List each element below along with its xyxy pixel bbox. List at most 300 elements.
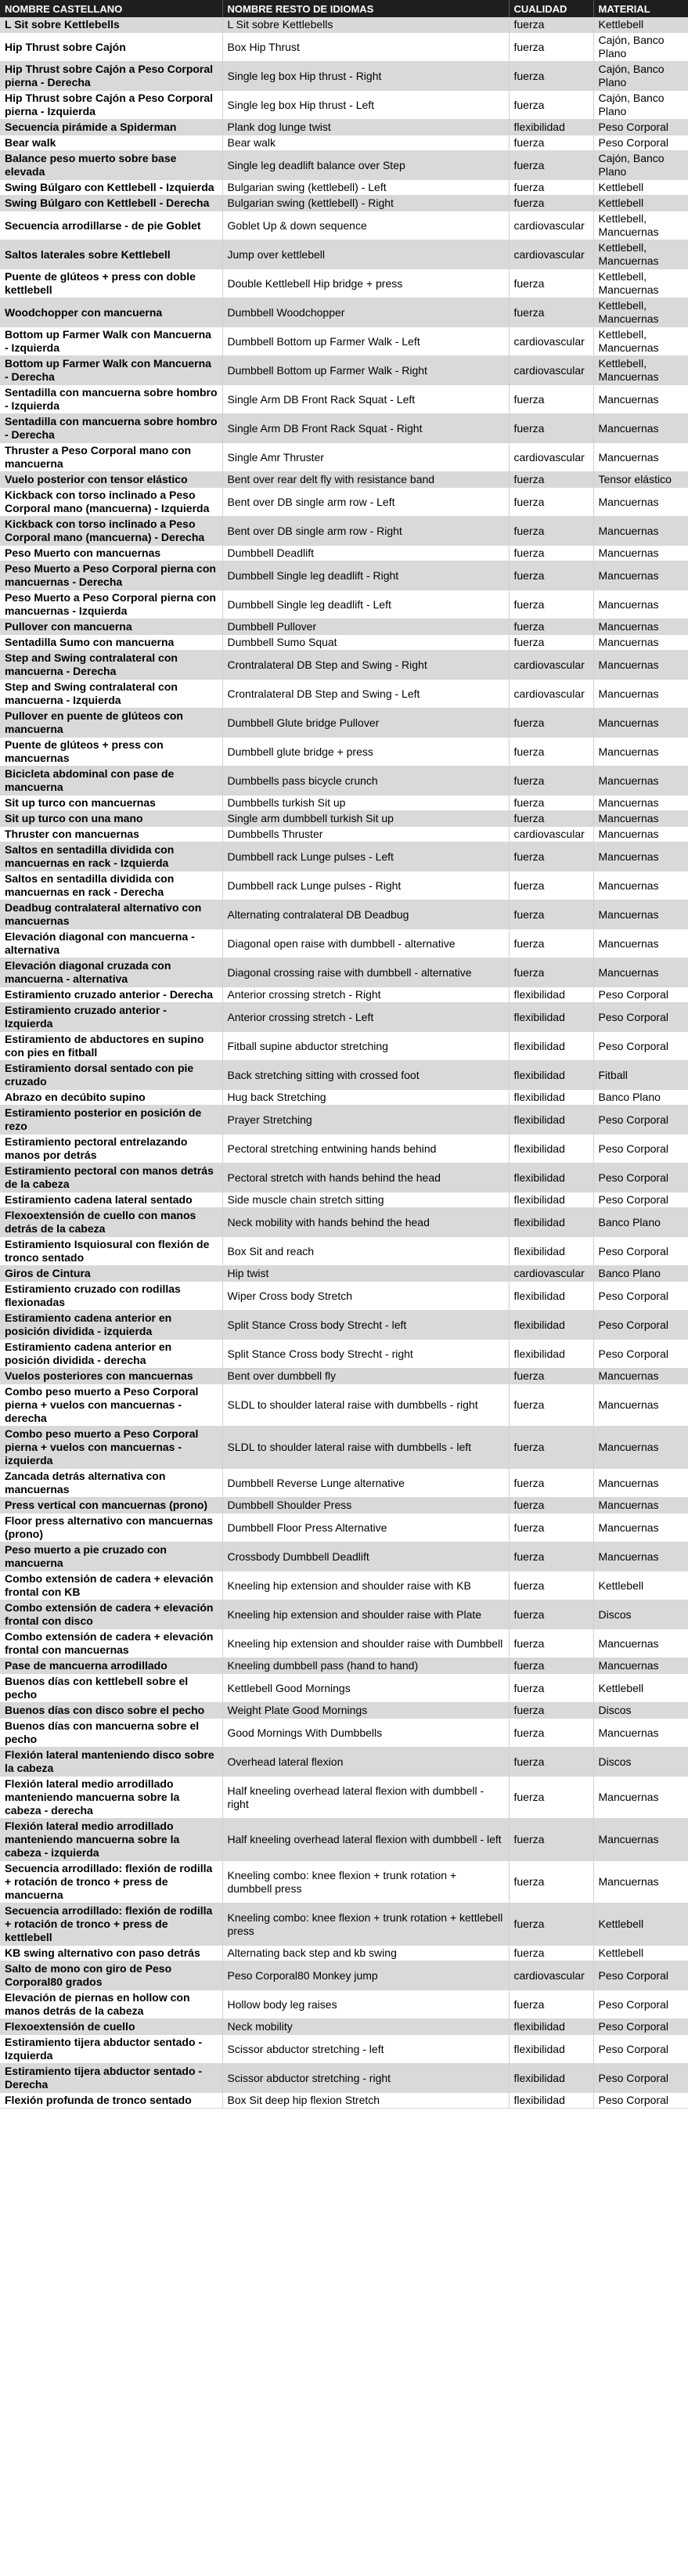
cell-material: Peso Corporal [593,1032,688,1061]
table-row [0,1384,688,1427]
cell-nombre-castellano: Estiramiento cruzado anterior - Izquierda [0,1003,222,1032]
cell-material: Kettlebell [593,1903,688,1946]
cell-cualidad: flexibilidad [509,1135,593,1164]
table-row [0,1106,688,1135]
cell-material: Mancuernas [593,871,688,900]
cell-nombre-castellano: Saltos en sentadilla dividida con mancuernas en rack - Izquierda [0,842,222,871]
cell-cualidad: fuerza [509,1513,593,1542]
table-row [0,1208,688,1237]
cell-material: Peso Corporal [593,135,688,151]
cell-material: Mancuernas [593,1819,688,1861]
cell-nombre-castellano: Combo peso muerto a Peso Corporal pierna + vuelos con mancuernas - izquierda [0,1427,222,1469]
cell-material: Mancuernas [593,929,688,958]
cell-nombre-castellano: Elevación diagonal con mancuerna - alternativa [0,929,222,958]
cell-nombre-castellano: Hip Thrust sobre Cajón a Peso Corporal pierna - Derecha [0,62,222,91]
header-nombre-resto-idiomas: NOMBRE RESTO DE IDIOMAS [222,0,509,17]
cell-nombre-castellano: Thruster con mancuernas [0,827,222,842]
cell-nombre-castellano: Salto de mono con giro de Peso Corporal80 grados [0,1961,222,1990]
cell-cualidad: fuerza [509,1946,593,1961]
cell-nombre-castellano: Elevación diagonal cruzada con mancuerna - alternativa [0,958,222,987]
cell-material: Mancuernas [593,842,688,871]
cell-material: Mancuernas [593,1629,688,1658]
cell-material: Kettlebell, Mancuernas [593,240,688,269]
cell-material: Peso Corporal [593,120,688,135]
cell-cualidad: flexibilidad [509,1208,593,1237]
cell-nombre-castellano: Zancada detrás alternativa con mancuernas [0,1469,222,1498]
cell-nombre-castellano: Combo extensión de cadera + elevación frontal con mancuernas [0,1629,222,1658]
cell-nombre-resto-idiomas: Neck mobility with hands behind the head [222,1208,509,1237]
table-row [0,1003,688,1032]
cell-material: Mancuernas [593,958,688,987]
table-row [0,1513,688,1542]
cell-nombre-resto-idiomas: Alternating contralateral DB Deadbug [222,900,509,929]
cell-cualidad: fuerza [509,385,593,414]
cell-nombre-castellano: Peso Muerto a Peso Corporal pierna con mancuernas - Derecha [0,561,222,590]
table-row [0,1777,688,1819]
cell-nombre-resto-idiomas: Pectoral stretch with hands behind the head [222,1164,509,1192]
cell-cualidad: flexibilidad [509,987,593,1003]
cell-material: Mancuernas [593,1369,688,1384]
table-row [0,472,688,488]
table-row [0,1719,688,1748]
cell-nombre-resto-idiomas: Pectoral stretching entwining hands behind [222,1135,509,1164]
cell-cualidad: cardiovascular [509,680,593,709]
cell-cualidad: flexibilidad [509,2064,593,2093]
cell-cualidad: fuerza [509,1861,593,1903]
cell-nombre-castellano: Abrazo en decúbito supino [0,1090,222,1106]
table-row [0,738,688,767]
cell-nombre-castellano: Swing Búlgaro con Kettlebell - Derecha [0,196,222,211]
table-row [0,635,688,651]
cell-nombre-resto-idiomas: SLDL to shoulder lateral raise with dumbbells - left [222,1427,509,1469]
cell-nombre-castellano: Estiramiento tijera abductor sentado - Derecha [0,2064,222,2093]
cell-material: Mancuernas [593,1861,688,1903]
cell-nombre-castellano: Estiramiento cadena anterior en posición dividida - derecha [0,1340,222,1369]
cell-cualidad: fuerza [509,796,593,811]
cell-material: Mancuernas [593,546,688,561]
cell-material: Peso Corporal [593,1311,688,1340]
cell-nombre-resto-idiomas: Weight Plate Good Mornings [222,1703,509,1719]
table-row [0,151,688,180]
cell-nombre-castellano: Deadbug contralateral alternativo con mancuernas [0,900,222,929]
cell-nombre-resto-idiomas: Dumbbell Floor Press Alternative [222,1513,509,1542]
cell-nombre-castellano: Bicicleta abdominal con pase de mancuerna [0,767,222,796]
cell-material: Kettlebell, Mancuernas [593,327,688,356]
cell-nombre-castellano: Secuencia arrodillado: flexión de rodilla + rotación de tronco + press de kettlebell [0,1903,222,1946]
cell-material: Mancuernas [593,811,688,827]
cell-material: Peso Corporal [593,1990,688,2019]
table-row [0,1427,688,1469]
cell-nombre-resto-idiomas: Single leg deadlift balance over Step [222,151,509,180]
cell-nombre-resto-idiomas: Single Amr Thruster [222,443,509,472]
cell-material: Mancuernas [593,385,688,414]
cell-cualidad: cardiovascular [509,211,593,240]
cell-cualidad: flexibilidad [509,1032,593,1061]
cell-nombre-castellano: Flexión lateral medio arrodillado manteniendo mancuerna sobre la cabeza - derecha [0,1777,222,1819]
cell-nombre-resto-idiomas: Wiper Cross body Stretch [222,1282,509,1311]
table-row [0,1032,688,1061]
cell-nombre-resto-idiomas: Dumbbell Sumo Squat [222,635,509,651]
table-row [0,488,688,517]
cell-nombre-resto-idiomas: Dumbbells Thruster [222,827,509,842]
cell-nombre-castellano: Estiramiento cadena lateral sentado [0,1192,222,1208]
table-row [0,2064,688,2093]
cell-material: Peso Corporal [593,2019,688,2035]
table-row [0,619,688,635]
cell-material: Peso Corporal [593,1340,688,1369]
table-row [0,842,688,871]
cell-cualidad: flexibilidad [509,2035,593,2064]
cell-nombre-castellano: Estiramiento cadena anterior en posición dividida - izquierda [0,1311,222,1340]
cell-nombre-resto-idiomas: Diagonal crossing raise with dumbbell - alternative [222,958,509,987]
cell-nombre-resto-idiomas: Kneeling hip extension and shoulder raise with Dumbbell [222,1629,509,1658]
table-row [0,2035,688,2064]
cell-nombre-castellano: Peso Muerto a Peso Corporal pierna con mancuernas - Izquierda [0,590,222,619]
cell-nombre-castellano: Giros de Cintura [0,1266,222,1282]
cell-material: Banco Plano [593,1090,688,1106]
cell-nombre-resto-idiomas: Single Arm DB Front Rack Squat - Left [222,385,509,414]
cell-cualidad: flexibilidad [509,1106,593,1135]
table-row [0,91,688,120]
cell-nombre-resto-idiomas: Bent over DB single arm row - Right [222,517,509,546]
cell-nombre-resto-idiomas: Single arm dumbbell turkish Sit up [222,811,509,827]
table-row [0,62,688,91]
cell-cualidad: flexibilidad [509,120,593,135]
cell-material: Mancuernas [593,414,688,443]
cell-nombre-resto-idiomas: Half kneeling overhead lateral flexion with dumbbell - right [222,1777,509,1819]
cell-nombre-resto-idiomas: Double Kettlebell Hip bridge + press [222,269,509,298]
cell-material: Kettlebell, Mancuernas [593,356,688,385]
cell-material: Mancuernas [593,488,688,517]
table-row [0,211,688,240]
cell-cualidad: fuerza [509,1369,593,1384]
cell-material: Mancuernas [593,1719,688,1748]
cell-nombre-resto-idiomas: Overhead lateral flexion [222,1748,509,1777]
table-row [0,811,688,827]
cell-material: Cajón, Banco Plano [593,33,688,62]
cell-cualidad: fuerza [509,91,593,120]
cell-cualidad: fuerza [509,1384,593,1427]
cell-cualidad: fuerza [509,1903,593,1946]
cell-cualidad: fuerza [509,517,593,546]
cell-nombre-castellano: Estiramiento Isquiosural con flexión de tronco sentado [0,1237,222,1266]
cell-material: Discos [593,1600,688,1629]
cell-nombre-castellano: Hip Thrust sobre Cajón [0,33,222,62]
cell-material: Kettlebell [593,1946,688,1961]
cell-nombre-castellano: Step and Swing contralateral con mancuerna - Derecha [0,651,222,680]
cell-material: Peso Corporal [593,1282,688,1311]
cell-nombre-resto-idiomas: Back stretching sitting with crossed foot [222,1061,509,1090]
table-row [0,327,688,356]
cell-nombre-castellano: Balance peso muerto sobre base elevada [0,151,222,180]
header-material: MATERIAL [593,0,688,17]
cell-nombre-castellano: L Sit sobre Kettlebells [0,17,222,33]
cell-material: Kettlebell [593,1674,688,1703]
cell-cualidad: fuerza [509,929,593,958]
table-row [0,135,688,151]
cell-material: Peso Corporal [593,1961,688,1990]
table-row [0,796,688,811]
table-row [0,1282,688,1311]
cell-nombre-resto-idiomas: Single leg box Hip thrust - Right [222,62,509,91]
table-row [0,1658,688,1674]
cell-material: Peso Corporal [593,987,688,1003]
cell-cualidad: fuerza [509,1819,593,1861]
table-row [0,871,688,900]
table-row [0,546,688,561]
header-nombre-castellano: NOMBRE CASTELLANO [0,0,222,17]
cell-material: Mancuernas [593,709,688,738]
cell-nombre-resto-idiomas: Single leg box Hip thrust - Left [222,91,509,120]
cell-nombre-resto-idiomas: Dumbbell Glute bridge Pullover [222,709,509,738]
cell-material: Mancuernas [593,1384,688,1427]
cell-material: Discos [593,1748,688,1777]
cell-nombre-resto-idiomas: Peso Corporal80 Monkey jump [222,1961,509,1990]
cell-nombre-resto-idiomas: Dumbbell Bottom up Farmer Walk - Left [222,327,509,356]
cell-nombre-resto-idiomas: Dumbbell Deadlift [222,546,509,561]
cell-nombre-resto-idiomas: Kneeling combo: knee flexion + trunk rotation + dumbbell press [222,1861,509,1903]
cell-material: Kettlebell [593,17,688,33]
cell-nombre-castellano: Vuelo posterior con tensor elástico [0,472,222,488]
cell-nombre-resto-idiomas: Half kneeling overhead lateral flexion with dumbbell - left [222,1819,509,1861]
cell-nombre-castellano: Pullover con mancuerna [0,619,222,635]
table-row [0,561,688,590]
cell-cualidad: fuerza [509,767,593,796]
cell-nombre-resto-idiomas: Scissor abductor stretching - right [222,2064,509,2093]
cell-nombre-castellano: Secuencia arrodillarse - de pie Goblet [0,211,222,240]
table-row [0,269,688,298]
cell-nombre-castellano: Peso muerto a pie cruzado con mancuerna [0,1542,222,1571]
cell-nombre-resto-idiomas: Kneeling hip extension and shoulder raise with Plate [222,1600,509,1629]
cell-nombre-resto-idiomas: Jump over kettlebell [222,240,509,269]
cell-nombre-castellano: Estiramiento pectoral con manos detrás de la cabeza [0,1164,222,1192]
cell-nombre-castellano: Combo peso muerto a Peso Corporal pierna + vuelos con mancuernas - derecha [0,1384,222,1427]
cell-cualidad: fuerza [509,738,593,767]
cell-nombre-resto-idiomas: Plank dog lunge twist [222,120,509,135]
cell-nombre-castellano: Pullover en puente de glúteos con mancuerna [0,709,222,738]
cell-nombre-resto-idiomas: Prayer Stretching [222,1106,509,1135]
cell-nombre-castellano: Sit up turco con una mano [0,811,222,827]
cell-material: Peso Corporal [593,2093,688,2109]
table-row [0,1090,688,1106]
table-row [0,1903,688,1946]
cell-cualidad: fuerza [509,561,593,590]
table-row [0,1629,688,1658]
table-row [0,196,688,211]
table-row [0,1703,688,1719]
cell-material: Discos [593,1703,688,1719]
cell-cualidad: flexibilidad [509,1090,593,1106]
cell-material: Mancuernas [593,1542,688,1571]
table-row [0,1469,688,1498]
table-row [0,120,688,135]
cell-cualidad: fuerza [509,1719,593,1748]
cell-nombre-resto-idiomas: Single Arm DB Front Rack Squat - Right [222,414,509,443]
cell-nombre-resto-idiomas: Scissor abductor stretching - left [222,2035,509,2064]
cell-cualidad: fuerza [509,298,593,327]
table-row [0,958,688,987]
table-row [0,680,688,709]
cell-nombre-castellano: Saltos laterales sobre Kettlebell [0,240,222,269]
table-row [0,517,688,546]
cell-material: Mancuernas [593,900,688,929]
cell-material: Kettlebell [593,1571,688,1600]
cell-material: Mancuernas [593,796,688,811]
cell-nombre-castellano: Step and Swing contralateral con mancuerna - Izquierda [0,680,222,709]
cell-nombre-castellano: Combo extensión de cadera + elevación frontal con disco [0,1600,222,1629]
table-row [0,929,688,958]
cell-nombre-resto-idiomas: L Sit sobre Kettlebells [222,17,509,33]
table-row [0,767,688,796]
cell-nombre-castellano: Saltos en sentadilla dividida con mancuernas en rack - Derecha [0,871,222,900]
cell-nombre-castellano: Sentadilla Sumo con mancuerna [0,635,222,651]
cell-cualidad: fuerza [509,33,593,62]
cell-nombre-castellano: Buenos días con disco sobre el pecho [0,1703,222,1719]
cell-nombre-resto-idiomas: Dumbbell rack Lunge pulses - Right [222,871,509,900]
cell-nombre-resto-idiomas: Dumbbell Reverse Lunge alternative [222,1469,509,1498]
table-row [0,1748,688,1777]
cell-cualidad: cardiovascular [509,327,593,356]
table-row [0,1819,688,1861]
cell-material: Kettlebell, Mancuernas [593,211,688,240]
cell-material: Peso Corporal [593,2064,688,2093]
table-row [0,1340,688,1369]
cell-cualidad: fuerza [509,1748,593,1777]
cell-nombre-resto-idiomas: Neck mobility [222,2019,509,2035]
table-row [0,651,688,680]
cell-nombre-resto-idiomas: Alternating back step and kb swing [222,1946,509,1961]
table-row [0,1674,688,1703]
cell-nombre-resto-idiomas: Dumbbell glute bridge + press [222,738,509,767]
cell-cualidad: fuerza [509,269,593,298]
table-row [0,17,688,33]
cell-nombre-castellano: Woodchopper con mancuerna [0,298,222,327]
cell-material: Mancuernas [593,635,688,651]
cell-material: Peso Corporal [593,2035,688,2064]
cell-nombre-resto-idiomas: Crossbody Dumbbell Deadlift [222,1542,509,1571]
cell-cualidad: fuerza [509,472,593,488]
cell-cualidad: fuerza [509,1542,593,1571]
table-row [0,987,688,1003]
cell-material: Mancuernas [593,1513,688,1542]
cell-nombre-resto-idiomas: Hollow body leg raises [222,1990,509,2019]
cell-cualidad: fuerza [509,180,593,196]
table-row [0,709,688,738]
cell-cualidad: fuerza [509,1600,593,1629]
cell-nombre-resto-idiomas: Dumbbell rack Lunge pulses - Left [222,842,509,871]
cell-cualidad: fuerza [509,709,593,738]
cell-nombre-castellano: Sentadilla con mancuerna sobre hombro - Izquierda [0,385,222,414]
cell-cualidad: fuerza [509,414,593,443]
header-cualidad: CUALIDAD [509,0,593,17]
cell-material: Fitball [593,1061,688,1090]
table-body [0,17,688,2109]
table-row [0,1571,688,1600]
cell-cualidad: fuerza [509,135,593,151]
cell-nombre-castellano: Estiramiento tijera abductor sentado - Izquierda [0,2035,222,2064]
table-row [0,385,688,414]
cell-material: Mancuernas [593,1469,688,1498]
cell-material: Kettlebell [593,180,688,196]
cell-nombre-resto-idiomas: Bulgarian swing (kettlebell) - Left [222,180,509,196]
cell-cualidad: cardiovascular [509,1266,593,1282]
cell-cualidad: cardiovascular [509,827,593,842]
cell-cualidad: fuerza [509,1469,593,1498]
cell-nombre-resto-idiomas: Bent over dumbbell fly [222,1369,509,1384]
cell-cualidad: fuerza [509,871,593,900]
cell-nombre-castellano: Puente de glúteos + press con mancuernas [0,738,222,767]
cell-nombre-castellano: Estiramiento de abductores en supino con pies en fitball [0,1032,222,1061]
cell-nombre-resto-idiomas: Box Sit deep hip flexion Stretch [222,2093,509,2109]
cell-nombre-castellano: Secuencia pirámide a Spiderman [0,120,222,135]
cell-cualidad: fuerza [509,151,593,180]
cell-nombre-castellano: KB swing alternativo con paso detrás [0,1946,222,1961]
table-row [0,1192,688,1208]
cell-nombre-castellano: Flexoextensión de cuello con manos detrás de la cabeza [0,1208,222,1237]
cell-nombre-castellano: Thruster a Peso Corporal mano con mancuerna [0,443,222,472]
cell-nombre-resto-idiomas: Crontralateral DB Step and Swing - Right [222,651,509,680]
cell-material: Peso Corporal [593,1192,688,1208]
cell-material: Mancuernas [593,651,688,680]
table-row [0,1061,688,1090]
cell-cualidad: fuerza [509,1427,593,1469]
cell-cualidad: fuerza [509,546,593,561]
cell-nombre-castellano: Elevación de piernas en hollow con manos detrás de la cabeza [0,1990,222,2019]
cell-cualidad: cardiovascular [509,443,593,472]
cell-nombre-castellano: Bottom up Farmer Walk con Mancuerna - Derecha [0,356,222,385]
table-row [0,1266,688,1282]
cell-material: Mancuernas [593,767,688,796]
cell-material: Mancuernas [593,619,688,635]
table-row [0,1961,688,1990]
cell-cualidad: fuerza [509,811,593,827]
cell-cualidad: fuerza [509,1571,593,1600]
cell-cualidad: fuerza [509,842,593,871]
cell-nombre-resto-idiomas: Dumbbell Single leg deadlift - Right [222,561,509,590]
cell-nombre-resto-idiomas: Dumbbell Single leg deadlift - Left [222,590,509,619]
cell-nombre-castellano: Bottom up Farmer Walk con Mancuerna - Izquierda [0,327,222,356]
cell-nombre-resto-idiomas: Crontralateral DB Step and Swing - Left [222,680,509,709]
table-row [0,1542,688,1571]
cell-nombre-castellano: Puente de glúteos + press con doble kettlebell [0,269,222,298]
cell-material: Peso Corporal [593,1237,688,1266]
table-row [0,1498,688,1513]
cell-nombre-resto-idiomas: Dumbbells turkish Sit up [222,796,509,811]
cell-nombre-castellano: Kickback con torso inclinado a Peso Corporal mano (mancuerna) - Izquierda [0,488,222,517]
table-row [0,1861,688,1903]
cell-nombre-resto-idiomas: Dumbbell Pullover [222,619,509,635]
table-row [0,240,688,269]
cell-material: Kettlebell, Mancuernas [593,298,688,327]
cell-cualidad: fuerza [509,1703,593,1719]
cell-cualidad: fuerza [509,1629,593,1658]
cell-cualidad: flexibilidad [509,1164,593,1192]
table-row [0,1135,688,1164]
cell-cualidad: flexibilidad [509,1282,593,1311]
cell-nombre-resto-idiomas: Diagonal open raise with dumbbell - alternative [222,929,509,958]
cell-nombre-castellano: Combo extensión de cadera + elevación frontal con KB [0,1571,222,1600]
cell-nombre-castellano: Kickback con torso inclinado a Peso Corporal mano (mancuerna) - Derecha [0,517,222,546]
cell-cualidad: flexibilidad [509,1003,593,1032]
cell-material: Peso Corporal [593,1003,688,1032]
table-row [0,180,688,196]
cell-nombre-castellano: Estiramiento posterior en posición de rezo [0,1106,222,1135]
cell-nombre-resto-idiomas: Kneeling dumbbell pass (hand to hand) [222,1658,509,1674]
table-row [0,1164,688,1192]
table-row [0,1369,688,1384]
cell-nombre-resto-idiomas: Kneeling hip extension and shoulder raise with KB [222,1571,509,1600]
table-row [0,2093,688,2109]
